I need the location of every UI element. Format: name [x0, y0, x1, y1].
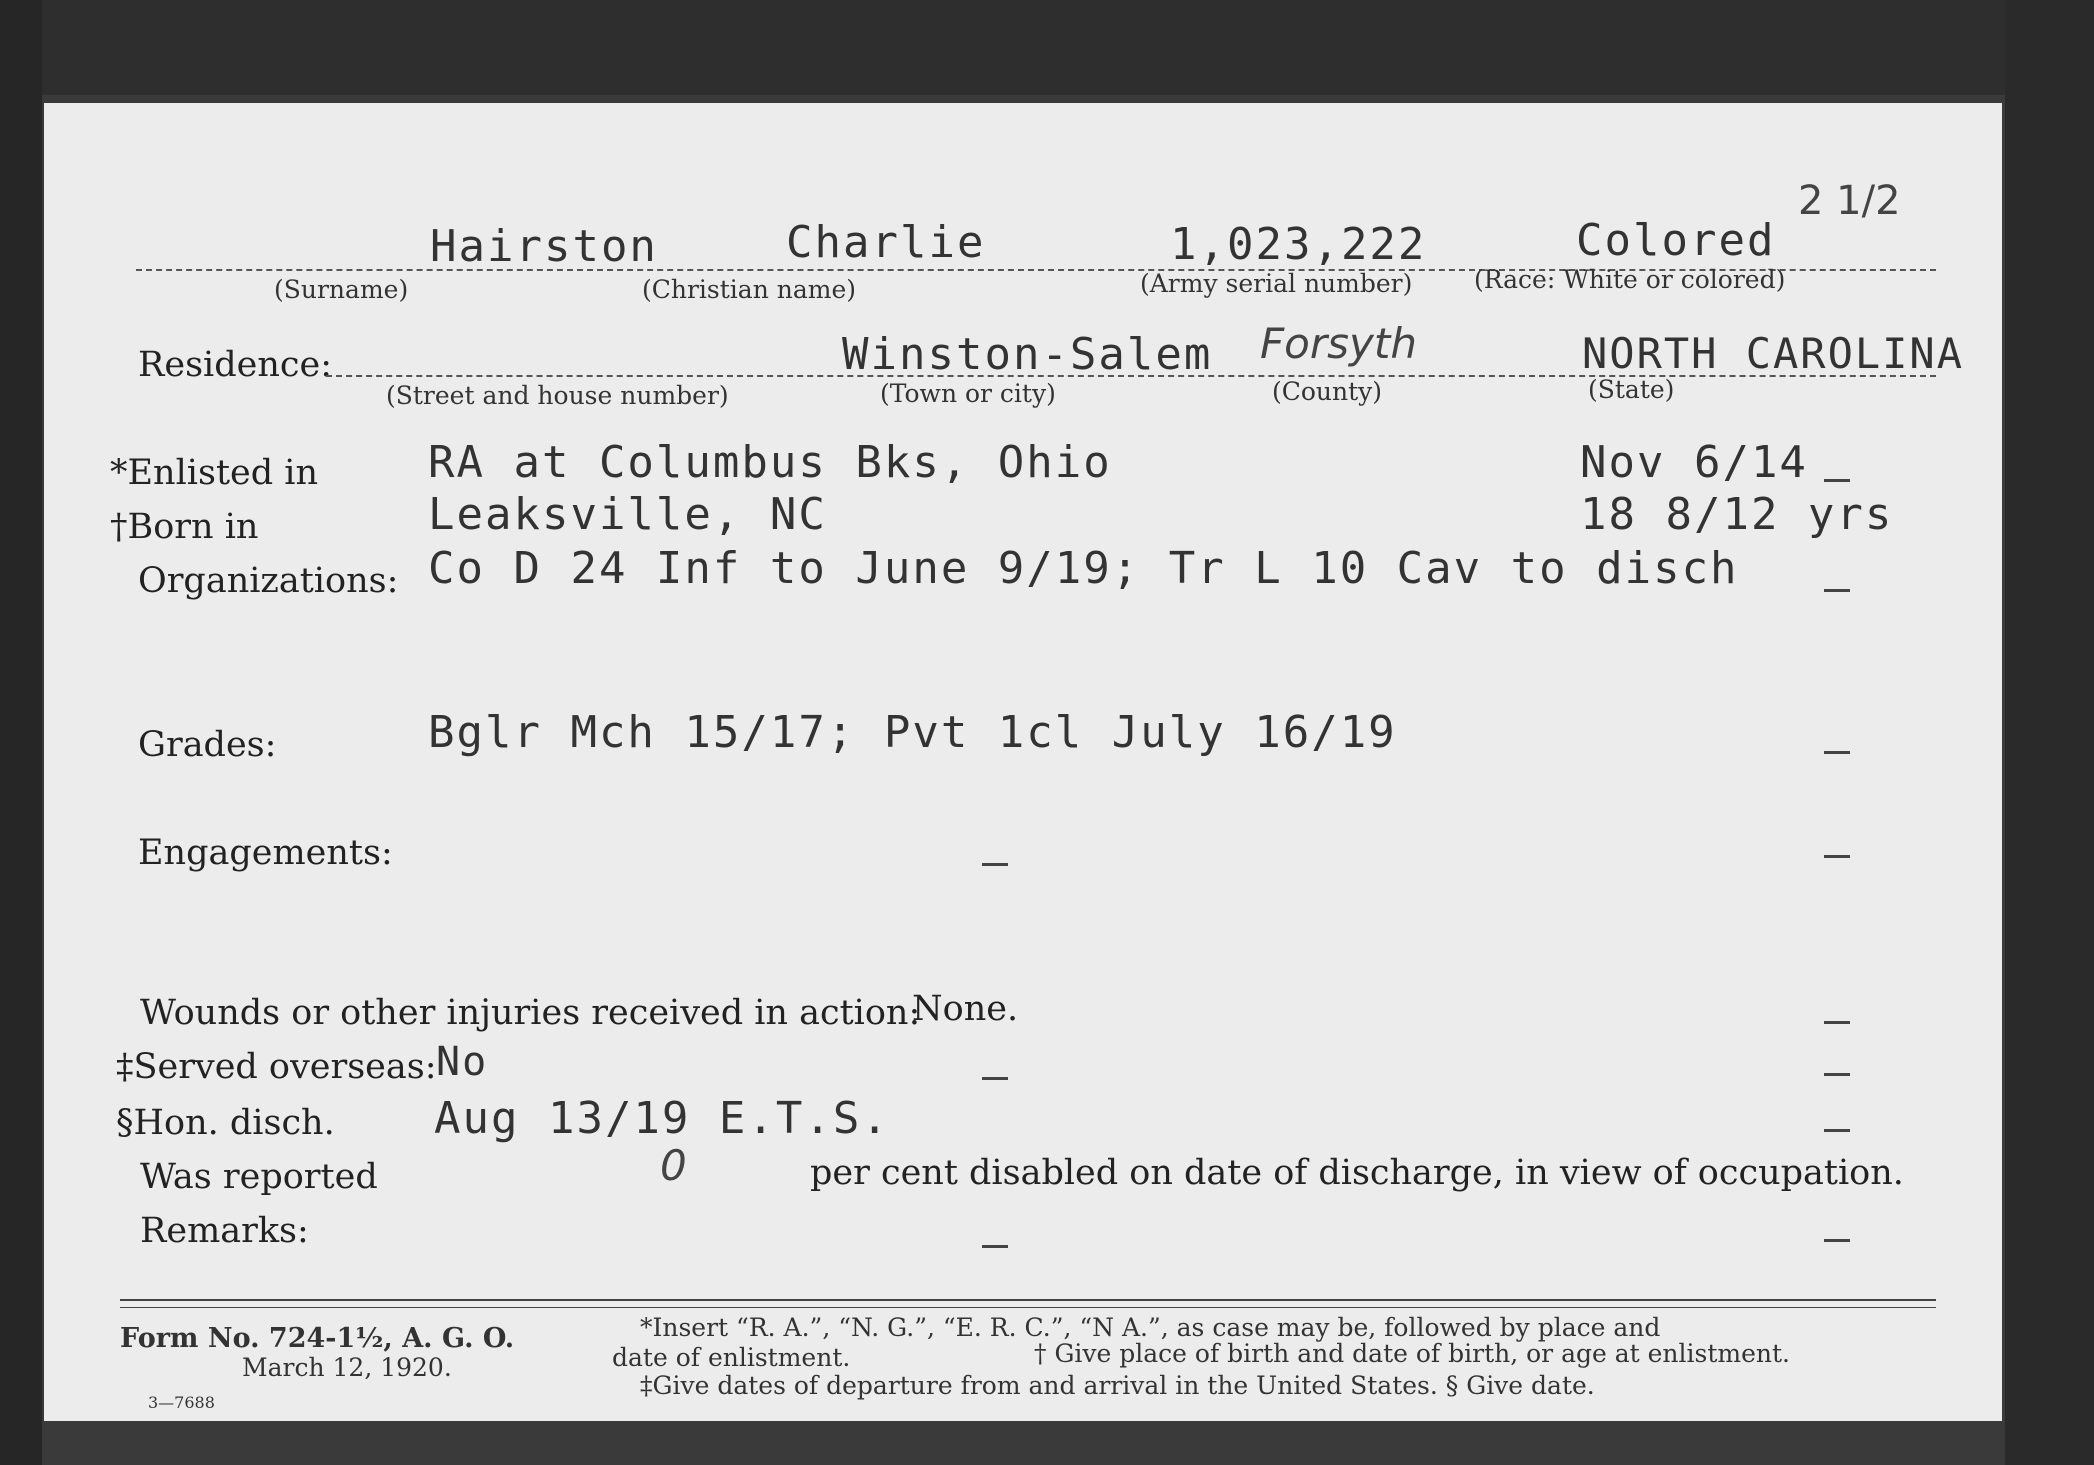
race-value: Colored — [1576, 215, 1776, 266]
footnote-enlistment-date: date of enlistment. — [612, 1343, 851, 1372]
grades-value: Bglr Mch 15/17; Pvt 1cl July 16/19 — [428, 707, 1397, 758]
race-caption: (Race: White or colored) — [1474, 265, 1786, 294]
fraction-note: 2 1/2 — [1798, 178, 1901, 224]
born-age: 18 8/12 yrs — [1580, 489, 1894, 540]
scan-background-right — [2005, 0, 2094, 1465]
enlisted-date-mark — [1824, 479, 1850, 482]
enlisted-date: Nov 6/14 — [1580, 437, 1808, 488]
remarks-mark — [982, 1245, 1008, 1248]
organizations-label: Organizations: — [138, 561, 399, 601]
form-date: March 12, 1920. — [242, 1353, 452, 1382]
county-caption: (County) — [1272, 377, 1383, 406]
engagements-mark-right — [1824, 855, 1850, 858]
organizations-mark — [1824, 589, 1850, 592]
overseas-mark — [982, 1077, 1008, 1080]
scan-background-left — [0, 0, 42, 1465]
residence-rule — [326, 375, 1936, 377]
born-value: Leaksville, NC — [428, 489, 827, 540]
wounds-mark — [1824, 1021, 1850, 1024]
discharge-value: Aug 13/19 E.T.S. — [434, 1093, 890, 1144]
surname-value: Hairston — [430, 221, 658, 272]
serial-number-caption: (Army serial number) — [1140, 269, 1413, 298]
engagements-label: Engagements: — [138, 833, 393, 873]
residence-state-value: NORTH CAROLINA — [1582, 329, 1965, 378]
overseas-label: ‡Served overseas: — [116, 1047, 437, 1087]
residence-label: Residence: — [138, 345, 332, 385]
reported-label: Was reported — [140, 1157, 378, 1197]
residence-county-value: Forsyth — [1260, 319, 1417, 368]
footer-rule-bottom — [120, 1307, 1936, 1308]
town-caption: (Town or city) — [880, 379, 1056, 408]
footnote-enlisted: *Insert “R. A.”, “N. G.”, “E. R. C.”, “N A.”, as case may be, followed by place and — [640, 1313, 1661, 1342]
organizations-value: Co D 24 Inf to June 9/19; Tr L 10 Cav to disch — [428, 543, 1739, 594]
overseas-mark-right — [1824, 1073, 1850, 1076]
wounds-value: None. — [912, 989, 1019, 1029]
discharge-mark — [1824, 1129, 1850, 1132]
enlisted-value: RA at Columbus Bks, Ohio — [428, 437, 1112, 488]
form-number: Form No. 724-1½, A. G. O. — [120, 1323, 515, 1354]
grades-mark — [1824, 751, 1850, 754]
footnote-born: † Give place of birth and date of birth, or age at enlistment. — [1034, 1339, 1790, 1368]
engagements-mark — [982, 863, 1008, 866]
service-record-card — [44, 103, 2002, 1421]
remarks-mark-right — [1824, 1239, 1850, 1242]
remarks-label: Remarks: — [140, 1211, 309, 1251]
enlisted-label: *Enlisted in — [110, 453, 318, 493]
christian-name-caption: (Christian name) — [642, 275, 857, 304]
footnote-overseas: ‡Give dates of departure from and arrival in the United States. § Give date. — [640, 1371, 1595, 1400]
scan-background-top — [0, 0, 2094, 95]
grades-label: Grades: — [138, 725, 277, 765]
footer-rule-top — [120, 1299, 1936, 1301]
christian-name-value: Charlie — [786, 217, 986, 268]
born-label: †Born in — [110, 507, 259, 547]
discharge-label: §Hon. disch. — [116, 1103, 335, 1143]
state-caption: (State) — [1588, 375, 1675, 404]
street-caption: (Street and house number) — [386, 381, 729, 410]
surname-caption: (Surname) — [274, 275, 409, 304]
wounds-label: Wounds or other injuries received in action: — [140, 993, 921, 1033]
reported-suffix: per cent disabled on date of discharge, in view of occupation. — [810, 1153, 1904, 1193]
serial-number-value: 1,023,222 — [1170, 219, 1427, 270]
overseas-value: No — [436, 1039, 489, 1085]
residence-town-value: Winston-Salem — [842, 329, 1213, 380]
reported-percent: 0 — [660, 1141, 687, 1190]
print-code: 3—7688 — [148, 1393, 215, 1412]
